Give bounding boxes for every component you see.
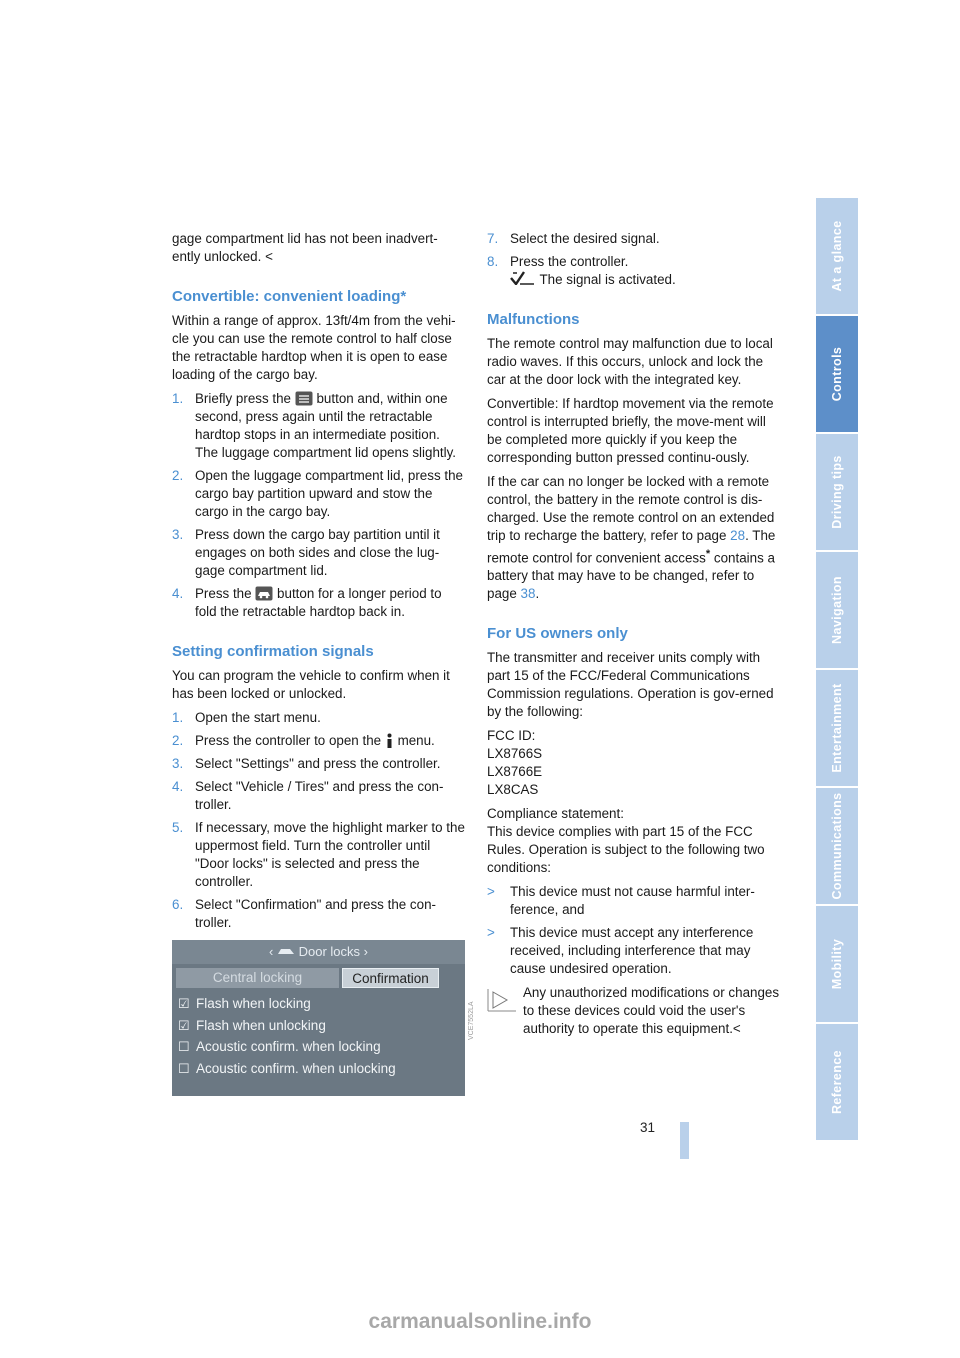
option-row[interactable]: ☑ Flash when locking [178,993,458,1015]
car-button-icon [255,586,273,601]
option-row[interactable]: ☐ Acoustic confirm. when unlocking [178,1058,458,1080]
list-item: 6. Select "Confirmation" and press the con-troller. [172,897,436,930]
list-item: 8. Press the controller. [487,254,629,269]
list-item: 4. Select "Vehicle / Tires" and press the con-troller. [172,779,444,812]
tab-reference[interactable]: Reference [816,1024,858,1142]
checkbox-empty-icon: ☐ [178,1039,190,1054]
door-locks-screen [172,940,465,1096]
list-item: 3. Select "Settings" and press the controller. [172,756,441,771]
section-title-us-owners: For US owners only [487,625,628,643]
page-marker [680,1122,689,1159]
list-item: 2. Open the luggage compartment lid, press the cargo bay partition upward and stow the cargo in the cargo bay. [172,468,463,519]
info-icon [385,733,394,748]
chevron-right-icon: › [363,944,368,959]
screen-options [178,993,458,1079]
page-link[interactable]: 38 [520,586,536,602]
list-item: 4. Press the button for a longer period to fold the retractable hardtop back in. [172,586,442,619]
left-column [172,230,465,938]
checkmark-icon [510,271,536,285]
tab-mobility[interactable]: Mobility [816,906,858,1024]
watermark: carmanualsonline.info [368,1310,592,1333]
tab-driving-tips[interactable]: Driving tips [816,434,858,552]
page-link[interactable]: 28 [730,528,746,543]
screen-tabs [172,968,465,990]
section-title-confirmation-signals: Setting confirmation signals [172,643,374,660]
steps-list [487,230,780,289]
paragraph: You can program the vehicle to confirm when it has been locked or unlocked. [172,668,450,701]
screen-header [172,940,465,964]
note: Any unauthorized modifications or changes to these devices could void the user's authority to operate this equipment.< [487,984,780,1038]
tab-communications[interactable]: Communications [816,788,858,906]
tab-confirmation[interactable]: Confirmation [342,968,439,988]
signal-note: The signal is activated. [510,271,780,289]
section-title-convenient-loading: Convertible: convenient loading* [172,288,407,305]
list-item: 5. If necessary, move the highlight marker to the uppermost field. Turn the controller until "Door locks" is selected and press the controller. [172,820,465,889]
list-item: 1. Open the start menu. [172,710,321,725]
bullet-item: > This device must not cause harmful inter-ference, and [487,884,755,918]
tab-at-a-glance[interactable]: At a glance [816,198,858,316]
chevron-left-icon: ‹ [269,944,277,959]
paragraph: The remote control may malfunction due to local radio waves. If this occurs, unlock and lock the car at the door lock with the integrated key. [487,336,773,387]
paragraph: The transmitter and receiver units comply with part 15 of the FCC/Federal Communications Commission regulations. Operation is gov-erned by the following: [487,650,774,720]
image-code: VCE7552LA [468,1001,475,1040]
list-item: 2. Press the controller to open the menu. [172,733,435,748]
intro-text: gage compartment lid has not been inadvert-ently unlocked. < [172,231,438,264]
tab-controls[interactable]: Controls [816,316,858,434]
paragraph: If the car can no longer be locked with a remote control, the battery in the remote control is dis-charged. Use the remote control on an extended trip to recharge the battery, refer to page 28. The remote control for convenient access* contains a battery that may have to be changed, refer to page 38. [487,474,776,602]
page-number: 31 [640,1120,656,1135]
steps-list [172,709,465,932]
section-title-malfunctions: Malfunctions [487,311,580,328]
fcc-id-block: FCC ID: LX8766S LX8766E LX8CAS [487,728,543,798]
paragraph: Convertible: If hardtop movement via the remote control is interrupted briefly, the move-ment will be completed more quickly if you keep the corresponding button pressed continu-ously. [487,396,774,465]
list-item: 7. Select the desired signal. [487,231,660,246]
list-item: 3. Press down the cargo bay partition until it engages on both sides and close the lug-gage compartment lid. [172,527,440,578]
compliance-block: Compliance statement: This device complies with part 15 of the FCC Rules. Operation is subject to the following two conditions: [487,806,765,876]
tab-entertainment[interactable]: Entertainment [816,670,858,788]
paragraph: Within a range of approx. 13ft/4m from the vehi-cle you can use the remote control to half close the retractable hardtop when it is open to ease loading of the cargo bay. [172,313,456,382]
tab-central-locking[interactable]: Central locking [176,968,339,988]
list-item: 1. Briefly press the button and, within one second, press again until the retractable hardtop stops in an intermediate position. The luggage compartment lid opens slightly. [172,391,457,460]
bullet-item: > This device must accept any interference received, including interference that may cause undesired operation. [487,925,754,977]
steps-list [172,390,465,621]
screen-title: Door locks [298,944,361,959]
note-icon [487,988,517,1012]
side-tabs [816,198,858,1160]
tab-navigation[interactable]: Navigation [816,552,858,670]
checkbox-checked-icon: ☑ [178,996,190,1011]
car-icon [277,946,295,956]
option-row[interactable]: ☑ Flash when unlocking [178,1015,458,1037]
checkbox-empty-icon: ☐ [178,1060,190,1076]
hardtop-button-icon [295,391,313,406]
option-row[interactable]: ☐ Acoustic confirm. when locking [178,1036,458,1058]
checkbox-checked-icon: ☑ [178,1017,190,1033]
right-column [487,230,780,1038]
